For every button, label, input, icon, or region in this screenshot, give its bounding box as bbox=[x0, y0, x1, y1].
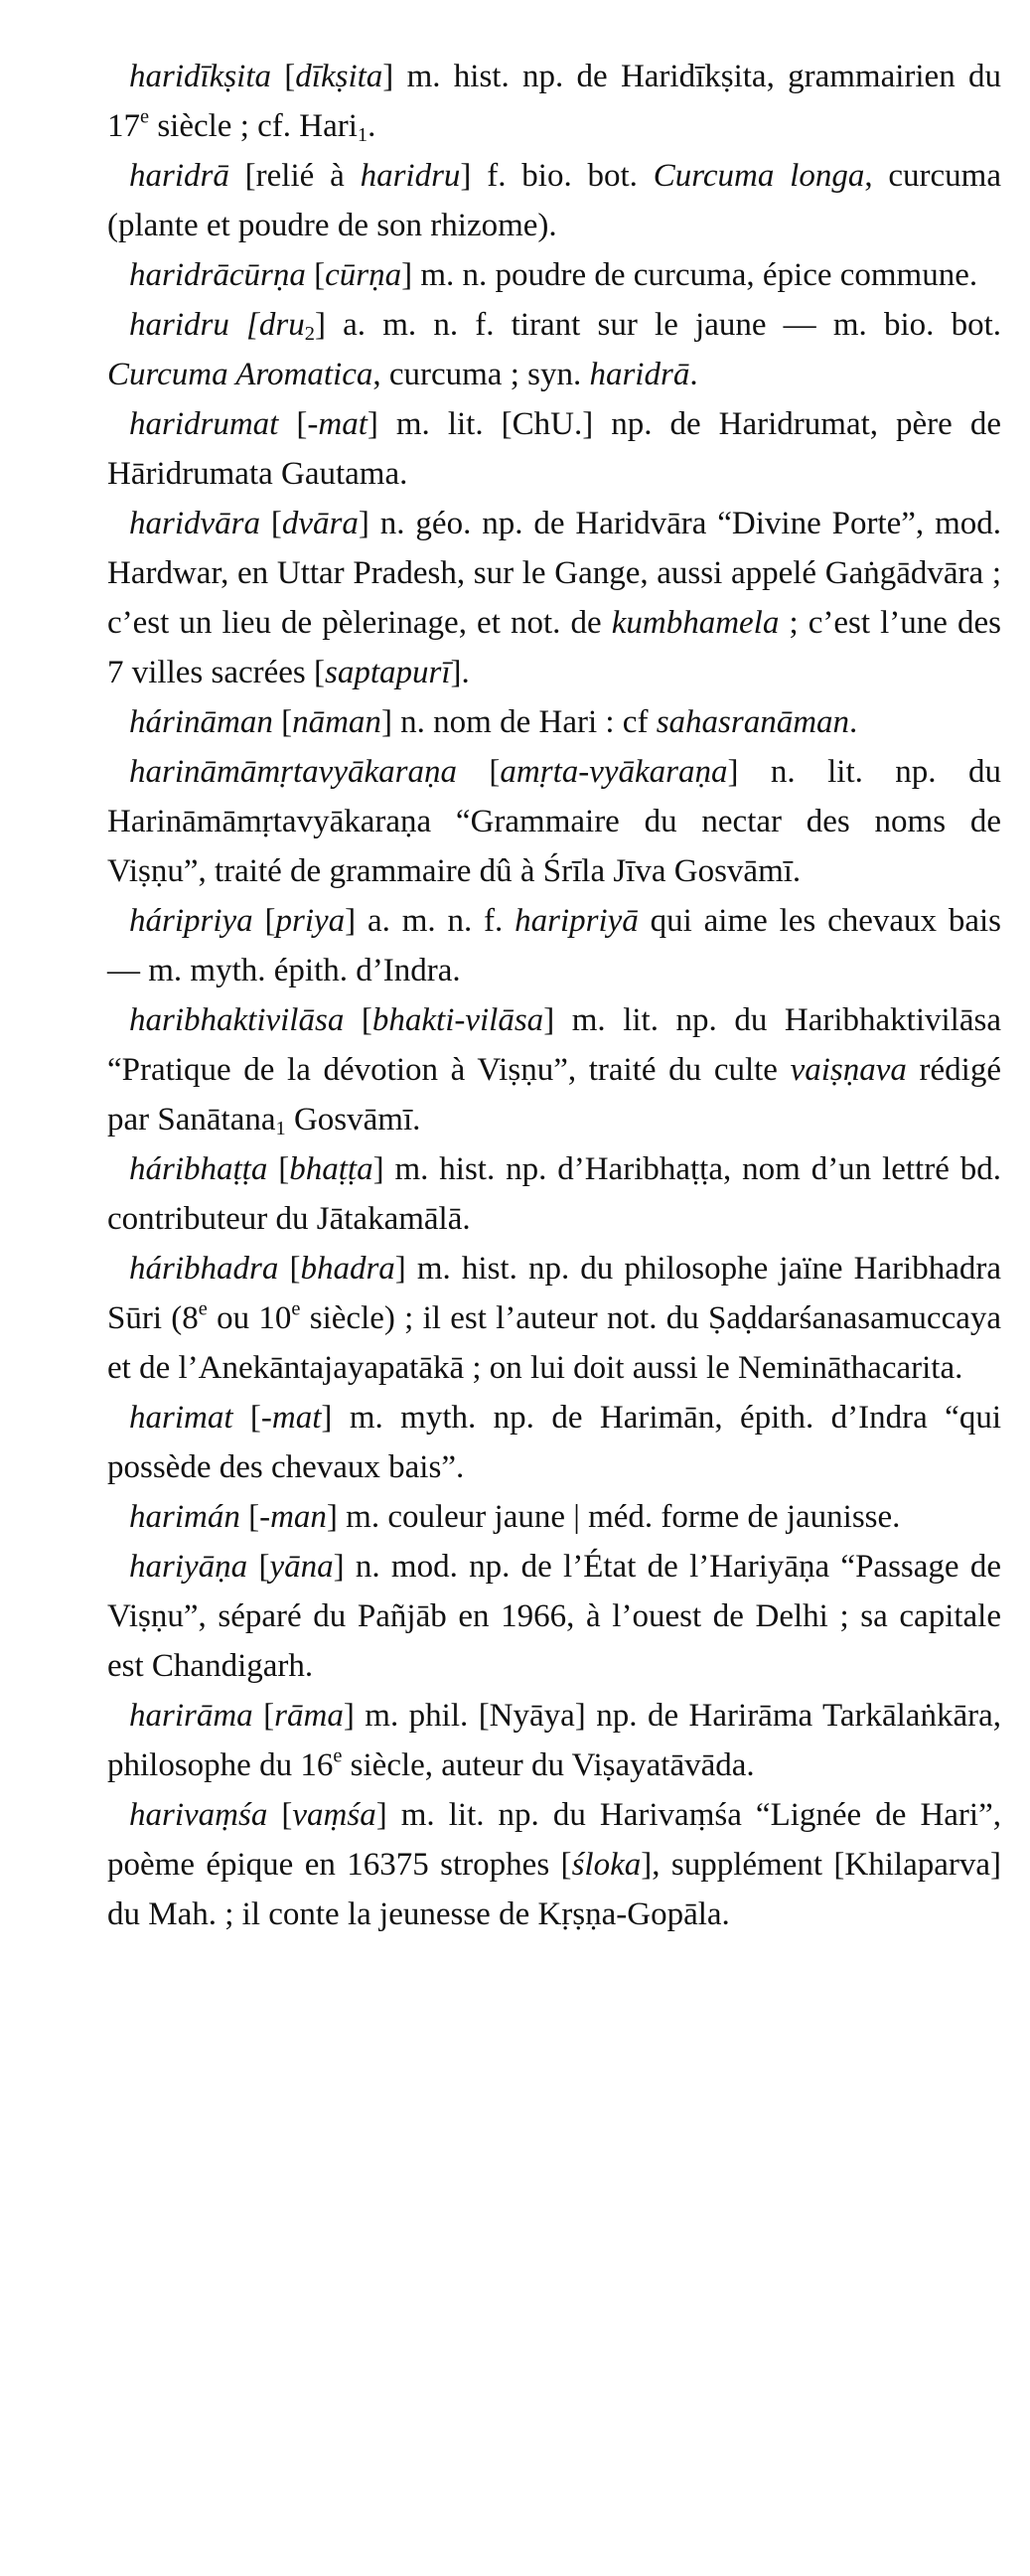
headword: haridrumat bbox=[129, 406, 279, 442]
entry-haridrumat: haridrumat [-mat] m. lit. [ChU.] np. de Haridrumat, père de Hāridrumata Gautama. bbox=[107, 406, 1001, 492]
entry-hariyana: hariyāṇa [yāna] n. mod. np. de l’État de l’Hariyāṇa “Passage de Viṣṇu”, séparé du Pañjāb en 1966, à l’ouest de Delhi ; sa capitale est Chandigarh. bbox=[107, 1549, 1001, 1684]
headword: hárināman bbox=[129, 704, 273, 740]
headword: harimán bbox=[129, 1499, 240, 1535]
entry-harirama: harirāma [rāma] m. phil. [Nyāya] np. de Harirāma Tarkālaṅkāra, philosophe du 16e siècle, auteur du Viṣayatāvāda. bbox=[107, 1698, 1001, 1783]
entry-haribhatta: háribhaṭṭa [bhaṭṭa] m. hist. np. d’Haribhaṭṭa, nom d’un lettré bd. contributeur du Jātakamālā. bbox=[107, 1151, 1001, 1237]
headword: háribhaṭṭa bbox=[129, 1151, 268, 1187]
headword: haridrā bbox=[129, 158, 229, 194]
entry-haridru: haridru [dru$_2$] a. m. n. f. tirant sur le jaune — m. bio. bot. Curcuma Aromatica, curcuma ; syn. haridrā. bbox=[107, 307, 1001, 392]
entry-haribhadra: háribhadra [bhadra] m. hist. np. du philosophe jaïne Haribhadra Sūri (8e ou 10e siècle) ; il est l’auteur not. du Ṣaḍdarśanasamuccaya et de l’Anekāntajayapatākā ; on lui doit aussi le Nemināthacarita. bbox=[107, 1251, 1002, 1386]
entry-harivamsa: harivaṃśa [vaṃśa] m. lit. np. du Harivaṃśa “Lignée de Hari”, poème épique en 16375 strophes [śloka], supplément [Khilaparva] du Mah. ; il conte la jeunesse de Kṛṣṇa-Gopāla. bbox=[107, 1797, 1001, 1932]
headword: harināmāmṛtavyākaraṇa bbox=[129, 754, 457, 790]
dictionary-page bbox=[107, 52, 1001, 1939]
headword: háribhadra bbox=[129, 1251, 279, 1287]
entry-harimat: harimat [-mat] m. myth. np. de Harimān, épith. d’Indra “qui possède des chevaux bais”. bbox=[107, 1400, 1001, 1485]
entry-haridracurna: haridrācūrṇa [cūrṇa] m. n. poudre de curcuma, épice commune. bbox=[129, 257, 978, 293]
entry-haridiksita: haridīkṣita [dīkṣita] m. hist. np. de Haridīkṣita, grammairien du 17e siècle ; cf. Hari$_1$. bbox=[107, 59, 1001, 147]
entry-hariman: harimán [-man] m. couleur jaune | méd. forme de jaunisse. bbox=[129, 1499, 901, 1535]
headword: harirāma bbox=[129, 1698, 253, 1734]
headword: haridīkṣita bbox=[129, 59, 272, 94]
entry-harinamamrtavyakarana: harināmāmṛtavyākaraṇa [amṛta-vyākaraṇa] n. lit. np. du Harināmāmṛtavyākaraṇa “Grammaire du nectar des noms de Viṣṇu”, traité de grammaire dû à Śrīla Jīva Gosvāmī. bbox=[107, 754, 1001, 889]
entry-haribhaktivilasa: haribhaktivilāsa [bhakti-vilāsa] m. lit. np. du Haribhaktivilāsa “Pratique de la dévotion à Viṣṇu”, traité du culte vaiṣṇava rédigé par Sanātana$_1$ Gosvāmī. bbox=[107, 1002, 1002, 1140]
headword: harivaṃśa bbox=[129, 1797, 268, 1833]
headword: haridvāra bbox=[129, 506, 260, 541]
entry-haripriya: háripriya [priya] a. m. n. f. haripriyā qui aime les chevaux bais — m. myth. épith. d’Indra. bbox=[107, 903, 1002, 988]
headword: haridrācūrṇa bbox=[129, 257, 306, 293]
headword: háripriya bbox=[129, 903, 253, 939]
entry-haridvara: haridvāra [dvāra] n. géo. np. de Haridvāra “Divine Porte”, mod. Hardwar, en Uttar Pradesh, sur le Gange, aussi appelé Gaṅgādvāra ; c’est un lieu de pèlerinage, et not. de kumbhamela ; c’est l’une des 7 villes sacrées [saptapurī]. bbox=[107, 506, 1001, 690]
headword: hariyāṇa bbox=[129, 1549, 248, 1585]
entry-harinaman: hárināman [nāman] n. nom de Hari : cf sahasranāman. bbox=[129, 704, 858, 740]
headword: harimat bbox=[129, 1400, 233, 1436]
headword: haribhaktivilāsa bbox=[129, 1002, 345, 1038]
entry-haridra: haridrā [relié à haridru] f. bio. bot. Curcuma longa, curcuma (plante et poudre de son rhizome). bbox=[107, 158, 1001, 243]
headword: haridru bbox=[129, 307, 229, 343]
